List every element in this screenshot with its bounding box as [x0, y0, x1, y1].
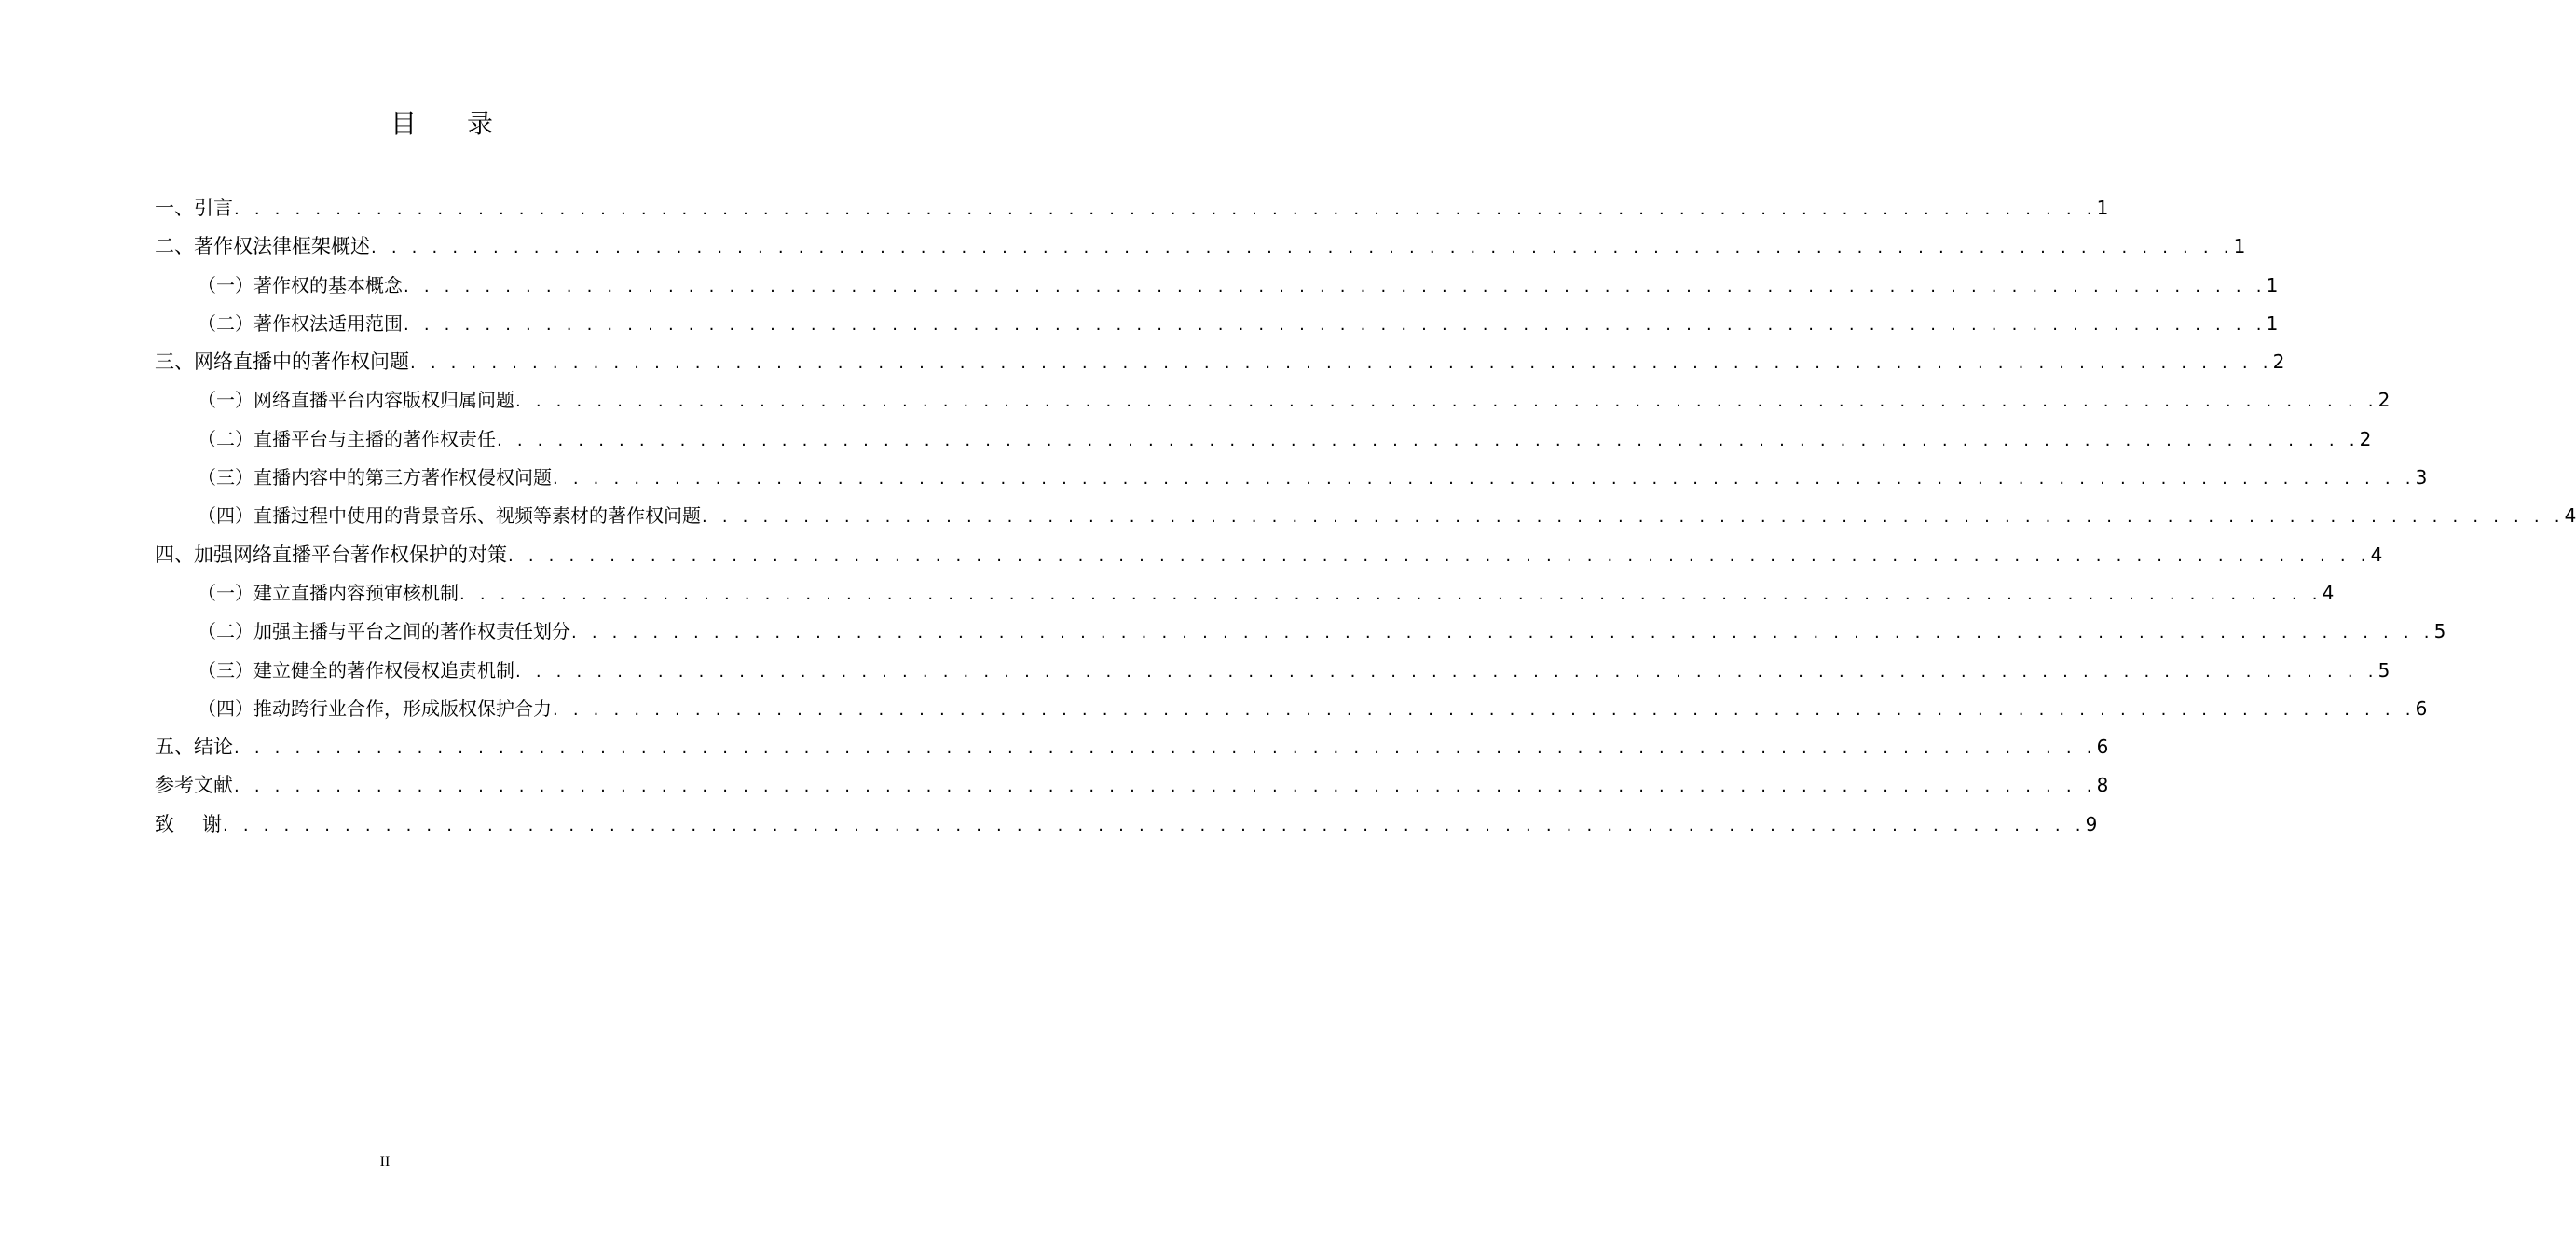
dot-leader: . . . . . . . . . . . . . . . . . . . . . . . . . . . . . . . . . . . . . . . . . . . . . . . . . . . . . . . . . . . . . . . . . . . . . . . . . . . . . . . . . . . . . . . . . . . .: [497, 430, 2360, 450]
toc-entry-label: （一）建立直播内容预审核机制: [198, 581, 459, 604]
dot-leader: . . . . . . . . . . . . . . . . . . . . . . . . . . . . . . . . . . . . . . . . . . . . . . . . . . . . . . . . . . . . . . . . . . . . . . . . . . . . . . . . . . . . . . . . . . . .: [371, 238, 2234, 258]
toc-entry-page: 6: [2096, 736, 2109, 759]
toc-entry-label: （一）网络直播平台内容版权归属问题: [198, 389, 514, 412]
toc-entry-page: 4: [2322, 581, 2335, 604]
toc-entry-page: 2: [2272, 351, 2285, 374]
toc-entry-label: （二）著作权法适用范围: [198, 311, 403, 335]
toc-entry-label: [155, 806, 222, 844]
toc-entry-page: 1: [2096, 197, 2109, 219]
toc-entry-introduction[interactable]: [155, 189, 2109, 227]
toc-entry-label: （三）建立健全的著作权侵权追责机制: [198, 658, 514, 682]
toc-entry-page: 2: [2359, 427, 2372, 450]
toc-entry-label: 五、结论: [155, 736, 233, 759]
toc-entry-platform-responsibility[interactable]: [155, 420, 2372, 459]
toc-entry-page: 2: [2377, 389, 2391, 412]
toc-entry-label: 二、著作权法律框架概述: [155, 235, 370, 258]
toc-entry-page: 3: [2415, 466, 2428, 489]
toc-entry-background-materials[interactable]: [155, 497, 2576, 535]
dot-leader: . . . . . . . . . . . . . . . . . . . . . . . . . . . . . . . . . . . . . . . . . . . . . . . . . . . . . . . . . . . . . . . . . . . . . . . . . . . . . . . . . . . . . . . . . . . .: [234, 200, 2097, 219]
dot-leader: . . . . . . . . . . . . . . . . . . . . . . . . . . . . . . . . . . . . . . . . . . . . . . . . . . . . . . . . . . . . . . . . . . . . . . . . . . . . . . . . . . . . . . . . . . . .: [571, 623, 2434, 643]
toc-entry-page: 9: [2085, 812, 2098, 835]
toc-entry-pre-review[interactable]: [155, 574, 2335, 613]
toc-entry-conclusion[interactable]: [155, 728, 2109, 766]
toc-entry-accountability[interactable]: [155, 652, 2391, 690]
toc-entry-page: 1: [2266, 311, 2279, 335]
dot-leader: . . . . . . . . . . . . . . . . . . . . . . . . . . . . . . . . . . . . . . . . . . . . . . . . . . . . . . . . . . . . . . . . . . . . . . . . . . . . . . . . . . . . . . . . . . . .: [553, 469, 2416, 489]
toc-entry-responsibility-division[interactable]: [155, 613, 2446, 651]
dot-leader: . . . . . . . . . . . . . . . . . . . . . . . . . . . . . . . . . . . . . . . . . . . . . . . . . . . . . . . . . . . . . . . . . . . . . . . . . . . . . . . . . . . . . . . . . . . .: [515, 392, 2378, 412]
ack-char-1: 致: [155, 812, 174, 835]
toc-entry-label: 四、加强网络直播平台著作权保护的对策: [155, 543, 507, 566]
ack-char-2: 谢: [202, 812, 222, 835]
toc-entry-countermeasures[interactable]: [155, 536, 2383, 574]
table-of-contents: [155, 189, 2576, 844]
toc-entry-livestream-issues[interactable]: [155, 343, 2285, 381]
toc-entry-acknowledgement[interactable]: [155, 806, 2098, 844]
toc-entry-legal-framework[interactable]: [155, 227, 2246, 266]
dot-leader: . . . . . . . . . . . . . . . . . . . . . . . . . . . . . . . . . . . . . . . . . . . . . . . . . . . . . . . . . . . . . . . . . . . . . . . . . . . . . . . . . . . . . . . . . . . .: [702, 507, 2565, 528]
toc-entry-label: 一、引言: [155, 197, 233, 219]
toc-entry-basic-concepts[interactable]: [155, 267, 2279, 305]
toc-entry-page: 4: [2564, 504, 2576, 528]
dot-leader: . . . . . . . . . . . . . . . . . . . . . . . . . . . . . . . . . . . . . . . . . . . . . . . . . . . . . . . . . . . . . . . . . . . . . . . . . . . . . . . . . . . . . . . . . . . .: [234, 738, 2097, 759]
toc-entry-third-party-infringement[interactable]: [155, 459, 2428, 497]
toc-entry-label: （二）直播平台与主播的著作权责任: [198, 427, 496, 450]
page-title: [0, 105, 885, 143]
dot-leader: . . . . . . . . . . . . . . . . . . . . . . . . . . . . . . . . . . . . . . . . . . . . . . . . . . . . . . . . . . . . . . . . . . . . . . . . . . . . . . . . . . . . . . . . . . . .: [508, 545, 2371, 566]
toc-entry-content-ownership[interactable]: [155, 381, 2391, 420]
toc-entry-page: 5: [2433, 620, 2446, 643]
toc-entry-label: （四）推动跨行业合作，形成版权保护合力: [198, 696, 552, 720]
page-number: II: [379, 1154, 391, 1170]
toc-entry-page: 4: [2370, 543, 2383, 566]
toc-entry-label: （四）直播过程中使用的背景音乐、视频等素材的著作权问题: [198, 504, 701, 528]
toc-entry-references[interactable]: [155, 766, 2109, 805]
toc-entry-page: 1: [2266, 273, 2279, 296]
toc-entry-page: 5: [2377, 658, 2391, 682]
dot-leader: . . . . . . . . . . . . . . . . . . . . . . . . . . . . . . . . . . . . . . . . . . . . . . . . . . . . . . . . . . . . . . . . . . . . . . . . . . . . . . . . . . . . . . . . . . . .: [234, 777, 2097, 797]
dot-leader: . . . . . . . . . . . . . . . . . . . . . . . . . . . . . . . . . . . . . . . . . . . . . . . . . . . . . . . . . . . . . . . . . . . . . . . . . . . . . . . . . . . . . . . . . . . .: [404, 276, 2267, 296]
toc-entry-label: （二）加强主播与平台之间的著作权责任划分: [198, 620, 570, 643]
dot-leader: . . . . . . . . . . . . . . . . . . . . . . . . . . . . . . . . . . . . . . . . . . . . . . . . . . . . . . . . . . . . . . . . . . . . . . . . . . . . . . . . . . . . . . . . . . . .: [515, 661, 2378, 682]
dot-leader: . . . . . . . . . . . . . . . . . . . . . . . . . . . . . . . . . . . . . . . . . . . . . . . . . . . . . . . . . . . . . . . . . . . . . . . . . . . . . . . . . . . . . . . . . . . .: [459, 584, 2323, 604]
toc-entry-label: 三、网络直播中的著作权问题: [155, 351, 409, 374]
page-title-char-2: 录: [467, 108, 496, 139]
toc-entry-scope[interactable]: [155, 305, 2279, 343]
dot-leader: . . . . . . . . . . . . . . . . . . . . . . . . . . . . . . . . . . . . . . . . . . . . . . . . . . . . . . . . . . . . . . . . . . . . . . . . . . . . . . . . . . . . . . . . . . . .: [410, 353, 2273, 374]
toc-entry-page: 6: [2415, 696, 2428, 720]
dot-leader: . . . . . . . . . . . . . . . . . . . . . . . . . . . . . . . . . . . . . . . . . . . . . . . . . . . . . . . . . . . . . . . . . . . . . . . . . . . . . . . . . . . . . . . . . . . .: [223, 815, 2086, 835]
dot-leader: . . . . . . . . . . . . . . . . . . . . . . . . . . . . . . . . . . . . . . . . . . . . . . . . . . . . . . . . . . . . . . . . . . . . . . . . . . . . . . . . . . . . . . . . . . . .: [553, 699, 2416, 720]
toc-entry-label: （三）直播内容中的第三方著作权侵权问题: [198, 466, 552, 489]
toc-entry-page: 8: [2096, 774, 2109, 797]
dot-leader: . . . . . . . . . . . . . . . . . . . . . . . . . . . . . . . . . . . . . . . . . . . . . . . . . . . . . . . . . . . . . . . . . . . . . . . . . . . . . . . . . . . . . . . . . . . .: [404, 314, 2267, 335]
toc-entry-label: 参考文献: [155, 774, 233, 797]
toc-entry-cross-industry[interactable]: [155, 690, 2428, 728]
page-title-char-1: 目: [390, 108, 418, 139]
toc-entry-label: （一）著作权的基本概念: [198, 273, 403, 296]
toc-entry-page: 1: [2233, 235, 2246, 258]
